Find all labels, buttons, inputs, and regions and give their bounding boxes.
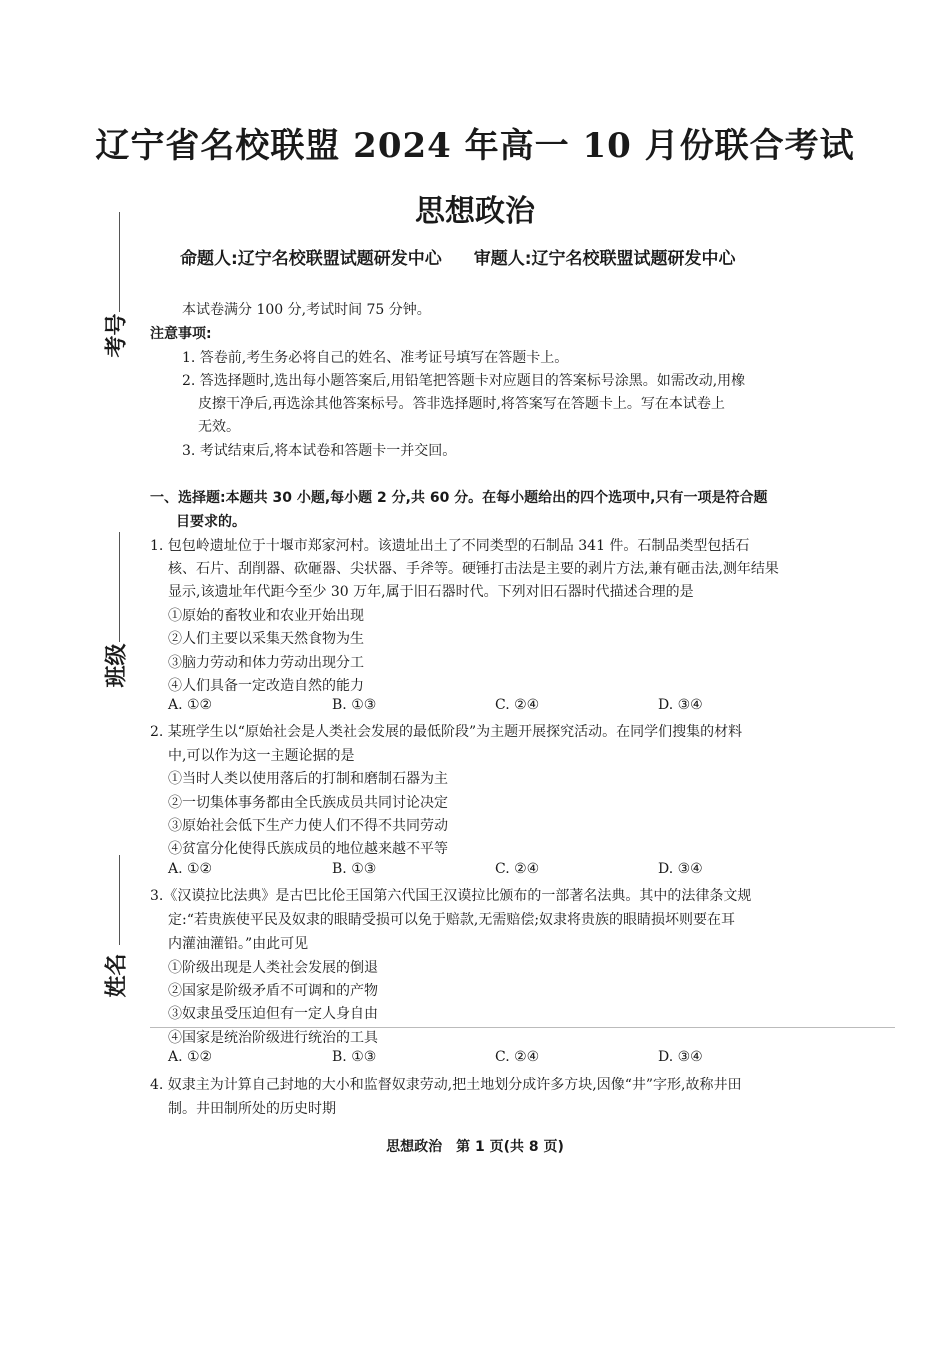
option-d: D. ③④ [658,861,703,877]
question-item: ①阶级出现是人类社会发展的倒退 [168,960,378,976]
notice-item: 3. 考试结束后,将本试卷和答题卡一并交回。 [182,443,457,459]
question-stem: 2. 某班学生以“原始社会是人类社会发展的最低阶段”为主题开展探究活动。在同学们搜集的材料 [150,724,743,740]
notice-item: 2. 答选择题时,选出每小题答案后,用铅笔把答题卡对应题目的答案标号涂黑。如需改动,用橡 [182,373,746,389]
name-line [119,855,120,945]
exam-no-label: 考号 [104,313,130,358]
class-line [119,532,120,642]
question-item: ①当时人类以使用落后的打制和磨制石器为主 [168,771,448,787]
notice-item: 皮擦干净后,再选涂其他答案标号。答非选择题时,将答案写在答题卡上。写在本试卷上 [198,396,725,412]
question-item: ①原始的畜牧业和农业开始出现 [168,608,364,624]
question-stem: 3.《汉谟拉比法典》是古巴比伦王国第六代国王汉谟拉比颁布的一部著名法典。其中的法律条文规 [150,888,752,904]
notice-heading: 注意事项: [150,326,212,342]
question-item: ②一切集体事务都由全氏族成员共同讨论决定 [168,795,448,811]
notice-item: 1. 答卷前,考生务必将自己的姓名、准考证号填写在答题卡上。 [182,350,569,366]
section-heading: 一、选择题:本题共 30 小题,每小题 2 分,共 60 分。在每小题给出的四个选项中,只有一项是符合题 [150,490,768,506]
option-a: A. ①② [168,1049,213,1065]
name-label: 姓名 [104,953,130,998]
question-stem: 制。井田制所处的历史时期 [168,1101,336,1117]
question-stem: 定:“若贵族使平民及奴隶的眼睛受损可以免于赔款,无需赔偿;奴隶将贵族的眼睛损坏则要在耳 [168,912,736,928]
option-b: B. ①③ [332,1049,377,1065]
question-item: ④人们具备一定改造自然的能力 [168,678,364,694]
question-item: ④贫富分化使得氏族成员的地位越来越不平等 [168,841,448,857]
question-item: ④国家是统治阶级进行统治的工具 [168,1030,378,1046]
option-c: C. ②④ [495,697,540,713]
intro-text: 本试卷满分 100 分,考试时间 75 分钟。 [182,302,431,318]
option-d: D. ③④ [658,697,703,713]
authors-line [180,244,762,269]
question-item: ②国家是阶级矛盾不可调和的产物 [168,983,378,999]
exam-no-line [119,212,120,312]
section-heading-cont: 目要求的。 [176,514,246,530]
option-b: B. ①③ [332,861,377,877]
question-stem: 显示,该遗址年代距今至少 30 万年,属于旧石器时代。下列对旧石器时代描述合理的是 [168,584,694,600]
question-stem: 核、石片、刮削器、砍砸器、尖状器、手斧等。硬锤打击法是主要的剥片方法,兼有砸击法,测年结果 [168,561,779,577]
option-c: C. ②④ [495,861,540,877]
page-footer: 思想政治 第 1 页(共 8 页) [386,1139,564,1155]
exam-title: 辽宁省名校联盟 2024 年高一 10 月份联合考试 [95,126,855,166]
question-item: ②人们主要以采集天然食物为生 [168,631,364,647]
question-item: ③脑力劳动和体力劳动出现分工 [168,655,364,671]
option-d: D. ③④ [658,1049,703,1065]
question-stem: 1. 包包岭遗址位于十堰市郑家河村。该遗址出土了不同类型的石制品 341 件。石制品类型包括石 [150,538,750,554]
author: 命题人:辽宁名校联盟试题研发中心 [180,249,442,269]
option-b: B. ①③ [332,697,377,713]
question-item: ③奴隶虽受压迫但有一定人身自由 [168,1006,378,1022]
question-stem: 中,可以作为这一主题论据的是 [168,748,355,764]
option-a: A. ①② [168,861,213,877]
subject-title: 思想政治 [415,194,535,229]
class-label: 班级 [104,643,130,688]
question-item: ③原始社会低下生产力使人们不得不共同劳动 [168,818,448,834]
question-stem: 内灌油灌铅。”由此可见 [168,936,309,952]
notice-item: 无效。 [198,419,240,435]
option-c: C. ②④ [495,1049,540,1065]
option-a: A. ①② [168,697,213,713]
question-stem: 4. 奴隶主为计算自己封地的大小和监督奴隶劳动,把土地划分成许多方块,因像“井”字形,故称井田 [150,1077,742,1093]
reviewer: 审题人:辽宁名校联盟试题研发中心 [473,249,736,269]
